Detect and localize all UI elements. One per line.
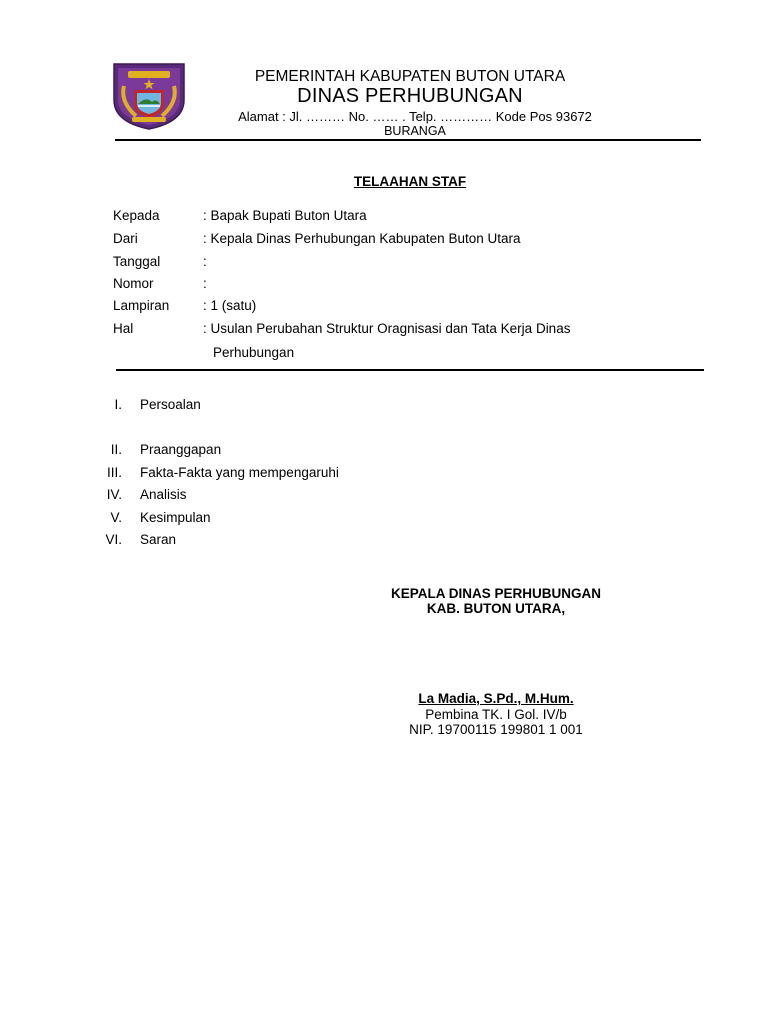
section-title: Analisis: [140, 487, 187, 502]
meta-value: : 1 (satu): [203, 298, 257, 313]
signatory-name: [346, 691, 646, 706]
body-divider: [116, 369, 704, 371]
department-name: DINAS PERHUBUNGAN: [297, 85, 523, 107]
signatory-rank: Pembina TK. I Gol. IV/b: [425, 707, 567, 722]
document-title-text: TELAAHAN STAF: [353, 174, 467, 189]
regency-emblem-logo: [110, 60, 188, 130]
meta-label: Dari: [113, 231, 138, 246]
meta-value: : Usulan Perubahan Struktur Oragnisasi dan Tata Kerja Dinas: [203, 321, 571, 336]
meta-label: Hal: [113, 321, 134, 336]
city-line: BURANGA: [384, 124, 446, 138]
section-title: Persoalan: [140, 397, 201, 412]
meta-label: Lampiran: [113, 298, 170, 313]
section-title: Fakta-Fakta yang mempengaruhi: [140, 465, 339, 480]
section-number: II.: [110, 442, 122, 457]
signatory-title-line2: KAB. BUTON UTARA,: [426, 601, 566, 616]
section-title: Saran: [140, 532, 177, 547]
signatory-nip: NIP. 19700115 199801 1 001: [409, 722, 583, 737]
section-title: Praanggapan: [140, 442, 222, 457]
section-number: III.: [106, 465, 122, 480]
meta-value: : Bapak Bupati Buton Utara: [203, 208, 367, 223]
section-item: [100, 465, 400, 483]
signatory-name-text: La Madia, S.Pd., M.Hum.: [418, 691, 574, 706]
meta-value: :: [203, 276, 207, 291]
address-line: Alamat : Jl. ……… No. …… . Telp. ………… Kode Pos 93672: [238, 109, 592, 124]
government-name: PEMERINTAH KABUPATEN BUTON UTARA: [254, 68, 566, 85]
section-item: [100, 510, 400, 528]
section-title: Kesimpulan: [140, 510, 211, 525]
section-item: [100, 487, 400, 505]
section-number: VI.: [105, 532, 122, 547]
meta-label: Kepada: [113, 208, 160, 223]
section-number: IV.: [106, 487, 122, 502]
signatory-title-line1: KEPALA DINAS PERHUBUNGAN: [390, 586, 601, 601]
meta-label: Tanggal: [113, 254, 161, 269]
meta-hal-continuation: Perhubungan: [213, 345, 295, 360]
meta-value: : Kepala Dinas Perhubungan Kabupaten Buton Utara: [203, 231, 521, 246]
document-title: [200, 174, 620, 189]
section-number: V.: [110, 510, 122, 525]
section-number: I.: [114, 397, 122, 412]
section-item: [100, 532, 400, 550]
meta-label: Nomor: [113, 276, 154, 291]
meta-value: :: [203, 254, 207, 269]
header-divider: [115, 139, 701, 141]
section-item: [100, 442, 400, 460]
section-item: [100, 397, 400, 415]
